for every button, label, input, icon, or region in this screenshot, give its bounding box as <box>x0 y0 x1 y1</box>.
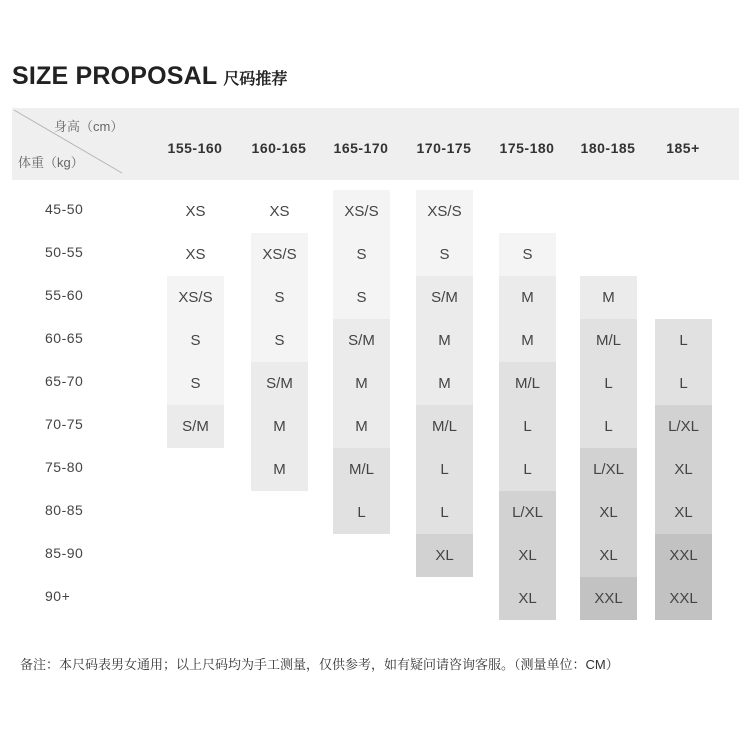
size-cell: S/M <box>333 319 390 362</box>
size-cell: L/XL <box>580 448 637 491</box>
size-cell: M <box>333 362 390 405</box>
size-cell: S <box>333 276 390 319</box>
weight-header-75-80: 75-80 <box>45 459 84 475</box>
title-english: SIZE PROPOSAL <box>12 62 218 90</box>
size-cell: M <box>416 319 473 362</box>
height-header-170-175: 170-175 <box>416 140 472 156</box>
size-cell: XXL <box>580 577 637 620</box>
weight-header-90plus: 90+ <box>45 588 71 604</box>
height-header-185plus: 185+ <box>666 140 700 156</box>
size-cell: XL <box>499 534 556 577</box>
title-chinese: 尺码推荐 <box>223 71 288 88</box>
size-cell: XS/S <box>333 190 390 233</box>
height-header-160-165: 160-165 <box>251 140 307 156</box>
size-cell: S/M <box>167 405 224 448</box>
size-cell: L <box>580 405 637 448</box>
size-cell: M <box>251 405 308 448</box>
height-header-180-185: 180-185 <box>580 140 636 156</box>
size-cell: L <box>499 405 556 448</box>
size-cell: M <box>499 276 556 319</box>
size-cell: XL <box>655 448 712 491</box>
size-cell: XXL <box>655 534 712 577</box>
weight-header-80-85: 80-85 <box>45 502 84 518</box>
weight-header-50-55: 50-55 <box>45 244 84 260</box>
height-header-165-170: 165-170 <box>333 140 389 156</box>
size-cell: M <box>251 448 308 491</box>
weight-header-55-60: 55-60 <box>45 287 84 303</box>
size-cell: L/XL <box>499 491 556 534</box>
size-cell: S <box>167 319 224 362</box>
weight-header-70-75: 70-75 <box>45 416 84 432</box>
size-cell: XL <box>580 491 637 534</box>
weight-header-60-65: 60-65 <box>45 330 84 346</box>
size-cell: S <box>167 362 224 405</box>
size-cell: S/M <box>251 362 308 405</box>
size-cell: S <box>251 276 308 319</box>
size-cell: XS/S <box>416 190 473 233</box>
size-cell: XS/S <box>251 233 308 276</box>
size-cell: S <box>416 233 473 276</box>
weight-header-45-50: 45-50 <box>45 201 84 217</box>
size-cell: M/L <box>333 448 390 491</box>
size-cell: L/XL <box>655 405 712 448</box>
footnote: 备注：本尺码表男女通用；以上尺码均为手工测量，仅供参考，如有疑问请咨询客服。（测量单位：CM） <box>20 657 619 672</box>
height-header-175-180: 175-180 <box>499 140 555 156</box>
size-cell: L <box>655 362 712 405</box>
size-cell: L <box>655 319 712 362</box>
weight-header-65-70: 65-70 <box>45 373 84 389</box>
size-cell: S <box>333 233 390 276</box>
size-cell: XS <box>167 233 224 276</box>
size-cell: S/M <box>416 276 473 319</box>
size-cell: XL <box>655 491 712 534</box>
size-cell: XS/S <box>167 276 224 319</box>
size-cell: M <box>499 319 556 362</box>
size-cell: XL <box>416 534 473 577</box>
size-cell: M/L <box>580 319 637 362</box>
size-cell: XXL <box>655 577 712 620</box>
size-cell: XS <box>167 190 224 233</box>
size-cell: L <box>416 448 473 491</box>
size-cell: L <box>333 491 390 534</box>
weight-header-85-90: 85-90 <box>45 545 84 561</box>
size-cell: L <box>416 491 473 534</box>
corner-weight-label: 体重（kg） <box>18 155 84 170</box>
size-cell: L <box>580 362 637 405</box>
size-cell: S <box>251 319 308 362</box>
size-cell: M <box>580 276 637 319</box>
size-cell: XL <box>580 534 637 577</box>
size-cell: M/L <box>416 405 473 448</box>
size-cell: M <box>416 362 473 405</box>
size-cell: XS <box>251 190 308 233</box>
size-cell: S <box>499 233 556 276</box>
height-header-155-160: 155-160 <box>167 140 223 156</box>
size-cell: M <box>333 405 390 448</box>
corner-height-label: 身高（cm） <box>54 119 124 134</box>
size-cell: L <box>499 448 556 491</box>
size-cell: M/L <box>499 362 556 405</box>
size-cell: XL <box>499 577 556 620</box>
